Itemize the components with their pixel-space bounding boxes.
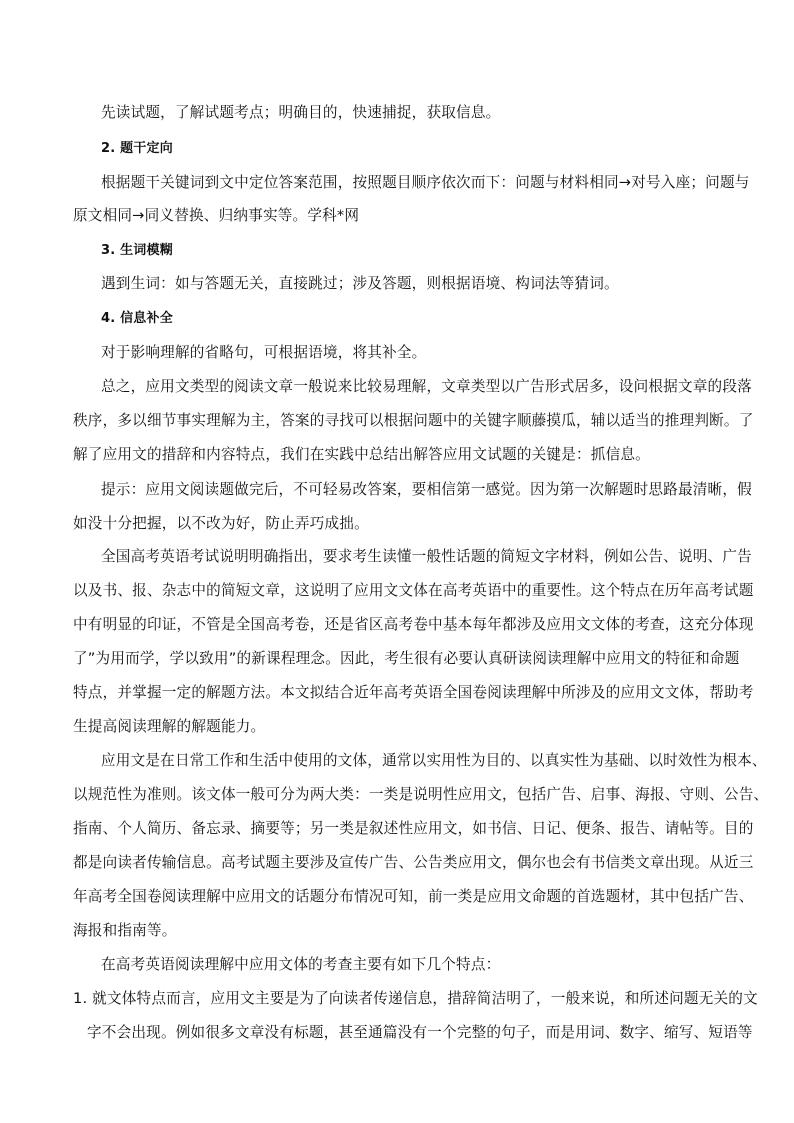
paragraph-stem-locating-line-1: 根据题干关键词到文中定位答案范围，按照题目顺序依次而下：问题与材料相同→对号入座；问题与 — [101, 174, 750, 191]
heading-new-words: 3. 生词模糊 — [101, 243, 173, 258]
paragraph-exam-intro-line-3: 中有明显的印证，不管是全国高考卷，还是省区高考卷中基本每年都涉及应用文文体的考查，这充分体现 — [73, 616, 754, 633]
paragraph-definition-line-1: 应用文是在日常工作和生活中使用的文体，通常以实用性为目的、以真实性为基础、以时效性为根本、 — [101, 752, 767, 769]
paragraph-new-words: 遇到生词：如与答题无关，直接跳过；涉及答题，则根据语境、构词法等猜词。 — [101, 275, 619, 292]
paragraph-definition-line-3: 指南、个人简历、备忘录、摘要等；另一类是叙述性应用文，如书信、日记、便条、报告、请帖等。目的 — [73, 820, 754, 837]
paragraph-exam-intro-line-1: 全国高考英语考试说明明确指出，要求考生读懂一般性话题的简短文字材料，例如公告、说明、广告 — [101, 548, 752, 565]
paragraph-definition-line-2: 以规范性为准则。该文体一般可分为两大类：一类是说明性应用文，包括广告、启事、海报、守则、公告、 — [73, 786, 769, 803]
paragraph-exam-intro-line-5: 特点，并掌握一定的解题方法。本文拟结合近年高考英语全国卷阅读理解中所涉及的应用文文体，帮助考 — [73, 684, 754, 701]
paragraph-definition-line-4: 都是向读者传输信息。高考试题主要涉及宣传广告、公告类应用文，偶尔也会有书信类文章出现。从近三 — [73, 854, 754, 871]
paragraph-definition-line-5: 年高考全国卷阅读理解中应用文的话题分布情况可知，前一类是应用文命题的首选题材，其中包括广告、 — [73, 888, 754, 905]
paragraph-reading-tip: 先读试题，了解试题考点；明确目的，快速捕捉，获取信息。 — [101, 104, 501, 121]
paragraph-summary-line-3: 解了应用文的措辞和内容特点，我们在实践中总结出解答应用文试题的关键是：抓信息。 — [73, 446, 650, 463]
heading-stem-locating: 2. 题干定向 — [101, 141, 173, 156]
paragraph-summary-line-2: 秩序，多以细节事实理解为主，答案的寻找可以根据问题中的关键字顺藤摸瓜，辅以适当的推理判断。了 — [73, 412, 754, 429]
paragraph-summary-line-1: 总之，应用文类型的阅读文章一般说来比较易理解，文章类型以广告形式居多，设问根据文章的段落 — [101, 378, 752, 395]
paragraph-stem-locating-line-2: 原文相同→同义替换、归纳事实等。学科*网 — [73, 207, 360, 224]
paragraph-features-intro: 在高考英语阅读理解中应用文体的考查主要有如下几个特点： — [101, 956, 501, 973]
paragraph-definition-line-6: 海报和指南等。 — [73, 922, 177, 939]
paragraph-hint-line-1: 提示：应用文阅读题做完后，不可轻易改答案，要相信第一感觉。因为第一次解题时思路最清晰，假 — [101, 481, 752, 498]
list-item-1-line-2: 字不会出现。例如很多文章没有标题，甚至通篇没有一个完整的句子，而是用词、数字、缩写、短语等 — [87, 1024, 753, 1041]
paragraph-hint-line-2: 如没十分把握，以不改为好，防止弄巧成拙。 — [73, 515, 369, 532]
paragraph-exam-intro-line-4: 了”为用而学，学以致用”的新课程理念。因此，考生很有必要认真研读阅读理解中应用文的特征和命题 — [73, 650, 740, 667]
list-item-1-line-1: 1. 就文体特点而言，应用文主要是为了向读者传递信息，措辞简洁明了，一般来说，和所述问题无关的文 — [73, 990, 758, 1007]
paragraph-info-completion: 对于影响理解的省略句，可根据语境，将其补全。 — [101, 344, 427, 361]
paragraph-exam-intro-line-2: 以及书、报、杂志中的简短文章，这说明了应用文文体在高考英语中的重要性。这个特点在历年高考试题 — [73, 582, 754, 599]
heading-info-completion: 4. 信息补全 — [101, 311, 173, 326]
paragraph-exam-intro-line-6: 生提高阅读理解的解题能力。 — [73, 718, 266, 735]
